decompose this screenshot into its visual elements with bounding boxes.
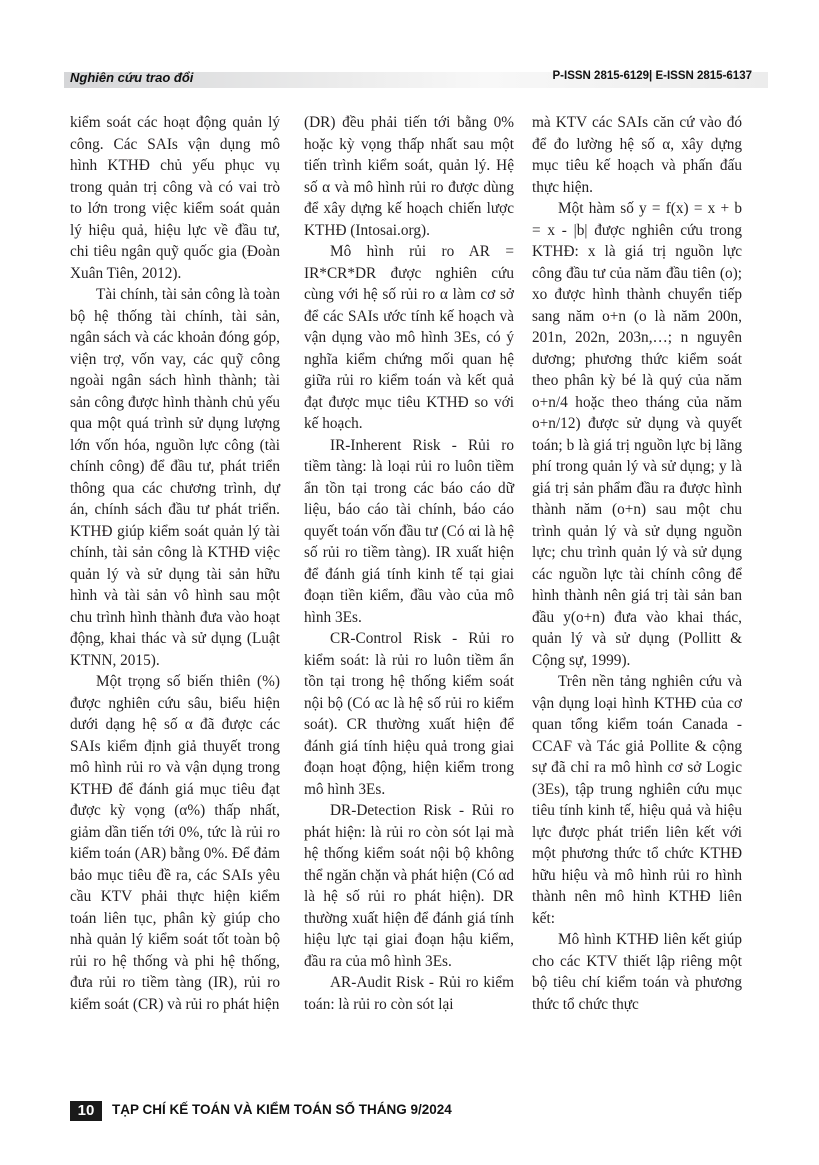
paragraph: Mô hình KTHĐ liên kết giúp cho các KTV thiết lập riêng một bộ tiêu chí kiểm toán và phương thức tổ chức thực — [532, 931, 742, 1013]
paragraph: Tài chính, tài sản công là toàn bộ hệ thống tài chính, tài sản, ngân sách và các khoản đóng góp, viện trợ, vốn vay, các quỹ công ngoài ngân sách hình thành; tài sản công được hình thành chủ yếu qua một quá trình sử dụng lượng lớn vốn hóa, nguồn lực công (tài chính công) để đầu tư, phát triển thông qua các chương trình, dự án, chính sách đầu tư phát triển. KTHĐ giúp kiểm soát quản lý tài chính, tài sản công là KTHĐ việc quản lý và sử dụng tài sản hữu hình và tài sản vô hình sau một chu trình hình thành đưa vào hoạt động, khai thác và sử dụng (Luật KTNN, 2015). — [70, 286, 280, 669]
paragraph: Trên nền tảng nghiên cứu và vận dụng loại hình KTHĐ của cơ quan tổng kiểm toán Canada - CCAF và Tác giả Pollite & cộng sự đã chỉ ra mô hình cơ sở Logic (3Es), tập trung nghiên cứu mục tiêu tính kinh tế, hiệu quả và hiệu lực được phát triển liên kết với một phương thức tổ chức KTHĐ hữu hiệu và mô hình rủi ro hình thành nên mô hình KTHĐ liên kết: — [532, 673, 742, 927]
paragraph: AR-Audit Risk - Rủi ro kiểm toán: là rủi ro còn sót lại — [304, 974, 514, 1013]
paragraph: IR-Inherent Risk - Rủi ro tiềm tàng: là loại rủi ro luôn tiềm ẩn tồn tại trong các báo cáo dữ liệu, báo cáo tài chính, báo cáo quyết toán vốn đầu tư (Có αi là hệ số rủi ro tiềm tàng). IR xuất hiện để đánh giá tính kinh tế tại giai đoạn tiền kiểm, đầu vào của mô hình 3Es. — [304, 436, 514, 626]
paragraph: mà KTV các SAIs căn cứ vào đó để đo lường hệ số α, xây dựng mục tiêu kế hoạch và phấn đấu thực hiện. — [532, 114, 742, 196]
paragraph: Một trọng số biến thiên (%) được nghiên cứu sâu, biểu hiện dưới dạng hệ số α đã được các SAIs kiểm định giả thuyết trong mô hình rủi ro và vận dụng trong KTHĐ để đánh giá mục tiêu đạt được kỳ vọng (α%) thấp nhất, giảm dần tiến tới 0%, tức là rủi ro kiểm toán (AR) bằng 0%. Để đảm bảo mục tiêu đề ra, các SAIs yêu cầu KTV phải thực hiện kiểm toán liên tục, phân kỳ giúp cho nhà quản lý kiểm soát tốt toàn bộ rủi ro hệ thống và phi hệ thống, đưa rủi ro tiềm tàng (IR), rủi ro kiểm soát (CR) và rủi ro phát hiện — [70, 673, 280, 1013]
paragraph: (DR) đều phải tiến tới bằng 0% hoặc kỳ vọng thấp nhất sau một tiến trình kiểm soát, quản lý. Hệ số α và mô hình rủi ro được dùng để xây dựng kế hoạch chiến lược KTHĐ (Intosai.org). — [304, 114, 514, 239]
text-column-2 — [304, 112, 514, 1015]
text-column-1 — [70, 112, 280, 1015]
section-title: Nghiên cứu trao đổi — [70, 70, 194, 85]
paragraph: Mô hình rủi ro AR = IR*CR*DR được nghiên cứu cùng với hệ số rủi ro α làm cơ sở để các SAIs ước tính kế hoạch và vận dụng vào mô hình 3Es, có ý nghĩa kiểm chứng mối quan hệ giữa rủi ro kiểm toán và kết quả đạt được mục tiêu KTHĐ so với kế hoạch. — [304, 243, 514, 432]
paragraph: kiểm soát các hoạt động quản lý công. Các SAIs vận dụng mô hình KTHĐ chủ yếu phục vụ trong quản trị công và có vai trò to lớn trong việc kiểm soát quản lý hiệu quả, hiệu lực về đầu tư, chi tiêu ngân quỹ quốc gia (Đoàn Xuân Tiên, 2012). — [70, 114, 280, 282]
paragraph: DR-Detection Risk - Rủi ro phát hiện: là rủi ro còn sót lại mà hệ thống kiểm soát nội bộ không thể ngăn chặn và phát hiện (Có αd là hệ số rủi ro phát hiện). DR thường xuất hiện để đánh giá tính hiệu lực tại giai đoạn hậu kiểm, đầu ra của mô hình 3Es. — [304, 802, 514, 970]
paragraph: Một hàm số y = f(x) = x + b = x - |b| được nghiên cứu trong KTHĐ: x là giá trị nguồn lực công đầu tư của năm đầu tiên (o); xo được hình thành chuyển tiếp sang năm o+n (o là năm 200n, 201n, 202n, 203n,…; n nguyên dương; phương thức kiểm soát theo phân kỳ bé là quý của năm o+n/4 hoặc theo tháng của năm o+n/12) được sử dụng và quyết toán; b là giá trị nguồn lực bị lãng phí trong quản lý và sử dụng; y là giá trị sản phẩm đầu ra được hình thành năm (o+n) sau một chu trình quản lý và sử dụng nguồn lực; chu trình quản lý và sử dụng các nguồn lực tài chính công để hình thành nên giá trị tài sản ban đầu y(o+n) đưa vào khai thác, quản lý và sử dụng (Pollitt & Cộng sự, 1999). — [532, 200, 742, 669]
page-footer — [64, 1098, 764, 1124]
paragraph: CR-Control Risk - Rủi ro kiểm soát: là rủi ro luôn tiềm ẩn tồn tại trong hệ thống kiểm soát nội bộ (Có αc là hệ số rủi ro kiểm soát). CR thường xuất hiện để đánh giá tính hiệu quả trong giai đoạn hoạt động, hiện kiểm trong mô hình 3Es. — [304, 630, 514, 798]
page-number: 10 — [70, 1101, 102, 1121]
text-column-3 — [532, 112, 742, 1015]
journal-name: TẠP CHÍ KẾ TOÁN VÀ KIỂM TOÁN SỐ THÁNG 9/2024 — [112, 1102, 452, 1117]
page-header — [64, 64, 768, 92]
issn-label: P-ISSN 2815-6129| E-ISSN 2815-6137 — [552, 70, 752, 82]
